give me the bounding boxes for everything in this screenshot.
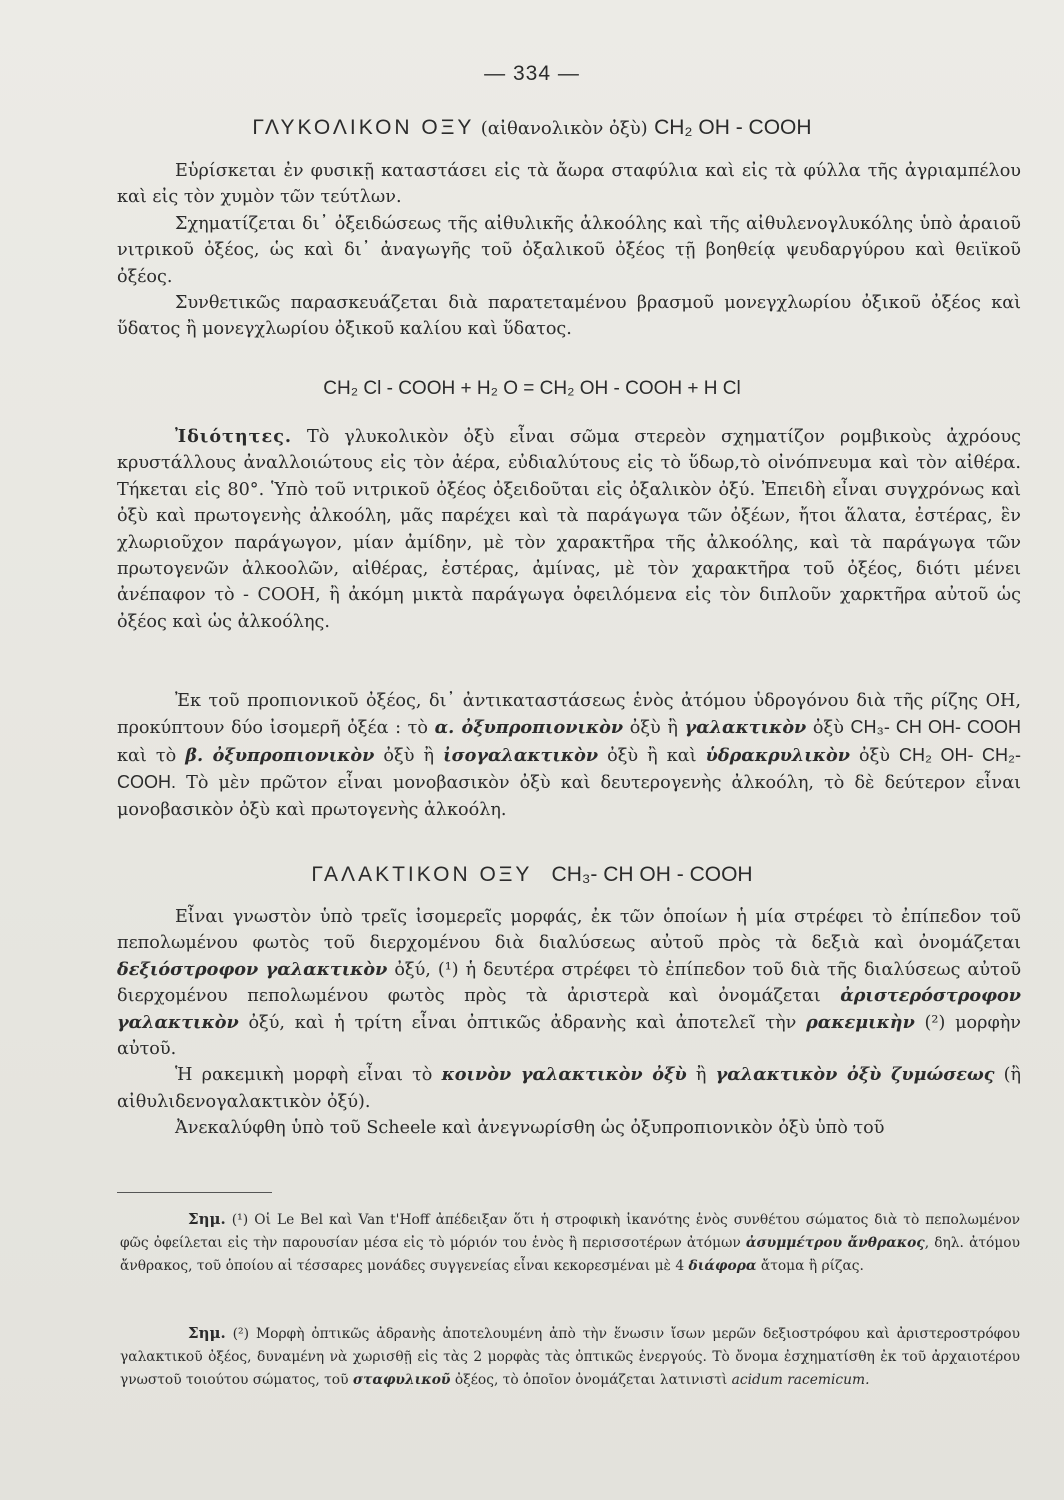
section-heading-lactic — [0, 862, 1064, 887]
text-run: , δηλ. ἀτόμου ἄνθρακος, τοῦ ὁποίου αἱ τέσσαρες μονάδες συγγενείας εἶναι κεκορεσμέναι μὲ 4 — [120, 1235, 1020, 1274]
paragraph-discovery: Ἀνεκαλύφθη ὑπὸ τοῦ Scheele καὶ ἀνεγνωρίσθη ὡς ὀξυπροπιονικὸν ὀξὺ ὑπὸ τοῦ — [175, 1118, 885, 1139]
text-run: καὶ τὸ — [117, 745, 177, 766]
paragraph-occurrence: Εὑρίσκεται ἐν φυσικῇ καταστάσει εἰς τὰ ἄωρα σταφύλια καὶ εἰς τὰ φύλλα τῆς ἀγριαμπέλου καὶ εἰς τὸν χυμὸν τῶν τεύτλων. — [117, 161, 1021, 208]
footnote-1 — [120, 1208, 1020, 1278]
footnote-label: Σημ. — [188, 1210, 226, 1228]
footnote-ref-2: (²) — [924, 1012, 946, 1033]
term-asymmetric-carbon: ἀσυμμέτρου ἄνθρακος — [745, 1235, 925, 1251]
section-formula: CH₃- CH OH - COOH — [551, 863, 753, 886]
text-run: ὀξὺ — [858, 745, 890, 766]
text-run: ἡ δευτέρα στρέφει τὸ ἐπίπεδον τοῦ διὰ τῆς διαλύσεως αὐτοῦ διερχομένου πεπολωμένου φωτὸς πρὸς τὰ ἀριστερὰ καὶ ὀνομάζεται — [117, 959, 1022, 1007]
properties-label: Ἰδιότητες. — [175, 426, 293, 447]
text-run: μορφὴν αὐτοῦ. — [117, 1012, 1022, 1060]
term-hydracrylic: ὑδρακρυλικὸν — [705, 744, 850, 766]
footnote-1-text — [120, 1208, 1020, 1278]
paragraph-formation: Σχηματίζεται δι᾽ ὀξειδώσεως τῆς αἰθυλικῆς ἀλκοόλης καὶ τῆς αἰθυλενογλυκόλης ὑπὸ ἀραιοῦ νιτρικοῦ ὀξέος, ὡς καὶ δι᾽ ἀναγωγῆς τοῦ ὀξαλικοῦ ὀξέος τῇ βοηθείᾳ ψευδαργύρου καὶ θειϊκοῦ ὀξέος. — [117, 213, 1021, 287]
term-levorotatory: ἀριστερόστροφον γαλακτικὸν — [117, 985, 1021, 1033]
footnote-2-text — [120, 1322, 1020, 1392]
footnote-mark: (²) — [232, 1326, 250, 1342]
section-formula: CH₂ OH - COOH — [654, 116, 812, 139]
text-run: ὀξὺ — [812, 718, 844, 739]
term-alpha-oxypropionic: α. ὀξυπροπιονικὸν — [434, 717, 624, 739]
lactic-block — [117, 904, 1021, 1142]
text-run: Εἶναι γνωστὸν ὑπὸ τρεῖς ἰσομερεῖς μορφάς, ἐκ τῶν ὁποίων ἡ μία στρέφει τὸ ἐπίπεδον τοῦ πεπολωμένου φωτὸς τοῦ διερχομένου διὰ διαλύσεως αὐτοῦ πρὸς τὰ δεξιὰ καὶ ὀνομάζεται — [117, 907, 1021, 954]
footnote-label: Σημ. — [188, 1324, 226, 1342]
section-title: ΓΛΥΚΟΛΙΚΟΝ ΟΞΥ — [252, 116, 475, 139]
paragraph-isomeric-forms — [117, 904, 1021, 1062]
term-beta-oxypropionic: β. ὀξυπροπιονικὸν — [185, 744, 375, 766]
properties-block — [117, 424, 1021, 635]
term-fermentation-lactic: γαλακτικὸν ὀξὺ ζυμώσεως — [715, 1064, 995, 1086]
term-racemic: ρακεμικὴν — [806, 1011, 915, 1033]
text-run: ὀξὺ ἢ — [383, 745, 435, 766]
term-different: διάφορα — [688, 1258, 757, 1274]
paragraphs-block-1 — [117, 158, 1021, 343]
formula-hydracrylic: CH₂ OH- CH₂- COOH. — [117, 744, 1021, 793]
paragraph-racemic-form — [117, 1062, 1021, 1115]
section-alt-name: (αἰθανολικὸν ὀξὺ) — [480, 118, 648, 139]
term-dextrorotatory: δεξιόστροφον γαλακτικὸν — [117, 958, 388, 980]
paragraph-synthesis: Συνθετικῶς παρασκευάζεται διὰ παρατεταμένου βρασμοῦ μονεγχλωρίου ὀξικοῦ ὀξέος καὶ ὕδατος ἢ μονεγχλωρίου ὀξικοῦ καλίου καὶ ὕδατος. — [117, 293, 1021, 340]
text-run: Ἡ ρακεμικὴ μορφὴ εἶναι τὸ — [175, 1065, 433, 1086]
text-run: ὀξὺ ἢ καὶ — [607, 745, 697, 766]
text-run: Ἐκ τοῦ προπιονικοῦ ὀξέος, δι᾽ ἀντικαταστάσεως ἑνὸς ἀτόμου ὑδρογόνου διὰ τῆς ρίζης ΟΗ, προκύπτουν δύο ἰσομερῆ ὀξέα : τὸ — [117, 691, 1021, 739]
text-run: ἢ — [695, 1065, 707, 1086]
footnote-mark: (¹) — [231, 1212, 249, 1228]
text-run: ἄτομα ἢ ρίζας. — [760, 1258, 864, 1274]
paragraph-isomers — [117, 688, 1021, 823]
term-grape-acid: σταφυλικοῦ — [352, 1372, 451, 1388]
footnote-2 — [120, 1322, 1020, 1392]
text-run: Τὸ μὲν πρῶτον εἶναι μονοβασικὸν ὀξὺ καὶ δευτερογενὴς ἀλκοόλη, τὸ δὲ δεύτερον εἶναι μονοβασικὸν ὀξὺ καὶ πρωτογενὴς ἀλκοόλη. — [117, 773, 1022, 820]
text-run: Οἱ Le Bel καὶ Van t'Hoff ἀπέδειξαν ὅτι ἡ στροφικὴ ἱκανότης ἑνὸς συνθέτου σώματος διὰ τὸ πεπολωμένον φῶς ὀφείλεται εἰς τὴν παρουσίαν μέσα εἰς τὸ μόριόν του ἑνὸς ἢ περισσοτέρων ἀτόμων — [120, 1212, 1021, 1251]
isomers-block — [117, 688, 1021, 823]
text-run: ὀξέος, τὸ ὁποῖον ὀνομάζεται λατινιστὶ — [454, 1372, 728, 1388]
text-run: (ἢ αἰθυλιδενογαλακτικὸν ὀξύ). — [117, 1065, 1022, 1112]
footnote-divider — [117, 1192, 272, 1193]
properties-text: Τὸ γλυκολικὸν ὀξὺ εἶναι σῶμα στερεὸν σχηματίζον ρομβικοὺς ἀχρόους κρυστάλλους ἀναλλοιώτους εἰς τὸν ἀέρα, εὐδιαλύτους εἰς τὸ ὕδωρ,τὸ οἰνόπνευμα καὶ τὸν αἰθέρα. Τήκεται εἰς 80°. Ὑπὸ τοῦ νιτρικοῦ ὀξέος ὀξειδοῦται εἰς ὀξαλικὸν ὀξύ. Ἐπειδὴ εἶναι συγχρόνως καὶ ὀξὺ καὶ πρωτογενὴς ἀλκοόλη, μᾶς παρέχει καὶ τὰ παράγωγα τῶν ὀξέων, ἤτοι ἅλατα, ἐστέρας, ἓν χλωριοῦχον παράγωγον, μίαν ἀμίδην, μὲ τὸν χαρακτῆρα τῆς ἀλκοόλης, καὶ τὰ παράγωγα τῶν πρωτογενῶν ἀλκοολῶν, αἰθέρας, ἐστέρας, ἀμίνας, μὲ τὸν χαρακτῆρα τοῦ ὀξέος, διότι μένει ἀνέπαφον τὸ - COOH, ἢ ἀκόμη μικτὰ παράγωγα ὀφειλόμενα εἰς τὸν διπλοῦν χαρκτῆρα αὐτοῦ ὡς ὀξέος καὶ ὡς ἀλκοόλης. — [117, 427, 1021, 632]
section-heading-glycolic — [0, 115, 1064, 140]
term-isolactic: ἰσογαλακτικὸν — [443, 744, 599, 766]
text-run: ὀξύ, καὶ ἡ τρίτη εἶναι ὀπτικῶς ἀδρανὴς καὶ ἀποτελεῖ τὴν — [248, 1012, 797, 1033]
formula-lactic: CH₃- CH OH- COOH — [850, 717, 1021, 738]
latin-name: acidum racemicum. — [731, 1372, 870, 1388]
paragraph-properties — [117, 424, 1021, 635]
text-run: Μορφὴ ὀπτικῶς ἀδρανὴς ἀποτελουμένη ἀπὸ τὴν ἕνωσιν ἴσων μερῶν δεξιοστρόφου καὶ ἀριστεροστρόφου γαλακτικοῦ ὀξέος, δυναμένη νὰ χωρισθῇ εἰς τὰς 2 μορφὰς τὰς ὀπτικῶς ἐνεργούς. Τὸ ὄνομα ἐσχηματίσθη ἐκ τοῦ ἀρχαιοτέρου γνωστοῦ τοιούτου σώματος, τοῦ — [120, 1326, 1020, 1388]
text-run: ὀξὺ ἢ — [629, 718, 678, 739]
term-common-lactic: κοινὸν γαλακτικὸν ὀξὺ — [441, 1064, 687, 1086]
page-number: — 334 — — [484, 62, 580, 85]
chemical-equation: CH₂ Cl - COOH + H₂ O = CH₂ OH - COOH + H Cl — [323, 378, 741, 399]
section-title: ΓΑΛΑΚΤΙΚΟΝ ΟΞΥ — [311, 863, 533, 886]
text-run: ὀξύ, — [394, 959, 431, 980]
term-lactic: γαλακτικὸν — [684, 717, 807, 739]
footnote-ref-1: (¹) — [437, 959, 459, 980]
